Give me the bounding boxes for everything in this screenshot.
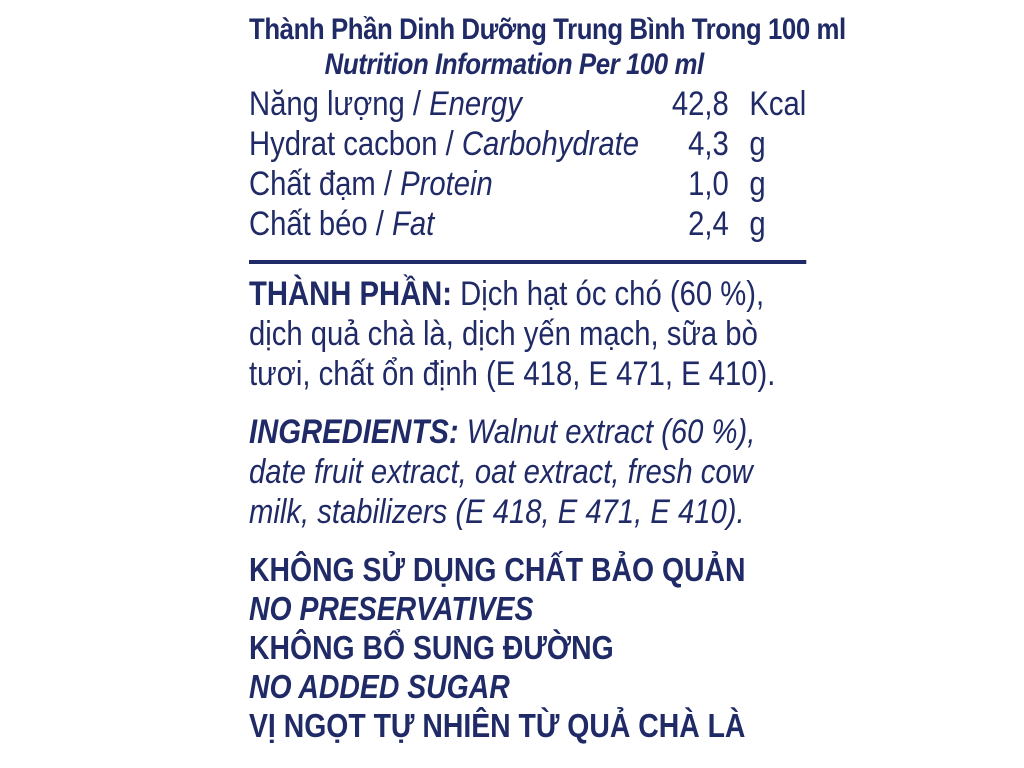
nutrient-name-vi: Hydrat cacbon / <box>249 125 462 163</box>
nutrient-unit: Kcal <box>749 85 807 123</box>
claim-no-preservatives-en: NO PRESERVATIVES <box>249 590 534 627</box>
claim-no-added-sugar-en: NO ADDED SUGAR <box>249 668 510 705</box>
heading-vietnamese: Thành Phần Dinh Dưỡng Trung Bình Trong 100 ml <box>249 13 846 46</box>
nutrient-value: 1,0 <box>688 165 729 203</box>
nutrient-name-en: Fat <box>392 205 435 243</box>
nutrition-row-carbohydrate <box>249 124 806 164</box>
nutrient-name-en: Protein <box>400 165 493 203</box>
nutrient-value: 4,3 <box>688 125 729 163</box>
claim-no-preservatives-vi: KHÔNG SỬ DỤNG CHẤT BẢO QUẢN <box>249 551 746 588</box>
divider-rule <box>249 260 806 264</box>
nutrient-value: 2,4 <box>688 205 729 243</box>
nutrient-name <box>249 164 648 204</box>
nutrient-name-en: Carbohydrate <box>461 125 640 163</box>
ingredients-vi-label: THÀNH PHẦN: <box>249 275 453 313</box>
nutrition-row-energy <box>249 84 806 124</box>
nutrient-name-vi: Chất đạm / <box>249 165 401 203</box>
ingredients-en-text: Walnut extract (60 %), date fruit extract, oat extract, fresh cow milk, stabilizers (E 418, E 471, E 410). <box>249 413 756 531</box>
nutrition-row-fat <box>249 204 806 244</box>
nutrient-name <box>249 84 648 124</box>
ingredients-vietnamese <box>249 274 806 394</box>
nutrition-table <box>249 84 806 244</box>
nutrient-unit: g <box>749 205 766 243</box>
nutrient-name <box>249 204 648 244</box>
ingredients-english <box>249 412 806 532</box>
heading-english: Nutrition Information Per 100 ml <box>324 48 704 81</box>
nutrient-name-vi: Chất béo / <box>249 205 393 243</box>
ingredients-vi-text: Dịch hạt óc chó (60 %), dịch quả chà là, dịch yến mạch, sữa bò tươi, chất ổn định (E 418, E 471, E 410). <box>249 275 776 393</box>
spacer <box>249 394 731 412</box>
nutrient-name-vi: Năng lượng / <box>249 85 430 123</box>
spacer <box>249 532 731 550</box>
nutrition-row-protein <box>249 164 806 204</box>
nutrition-label <box>249 12 846 745</box>
claim-natural-sweetness-vi: VỊ NGỌT TỰ NHIÊN TỪ QUẢ CHÀ LÀ <box>249 707 746 744</box>
nutrient-name-en: Energy <box>429 85 522 123</box>
nutrient-unit: g <box>749 125 766 163</box>
ingredients-en-label: INGREDIENTS: <box>249 413 459 451</box>
nutrient-unit: g <box>749 165 766 203</box>
nutrient-value: 42,8 <box>671 85 729 123</box>
claim-no-added-sugar-vi: KHÔNG BỔ SUNG ĐƯỜNG <box>249 629 614 666</box>
nutrient-name <box>249 124 648 164</box>
